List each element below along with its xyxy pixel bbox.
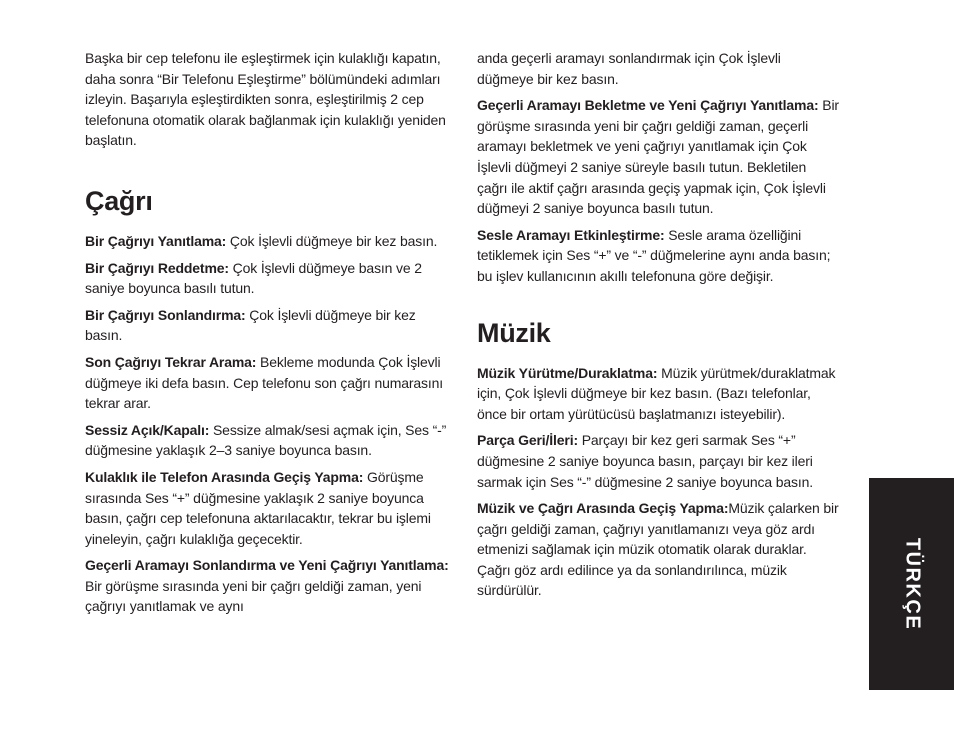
item-text: Bekleme modunda Çok İşlevli düğmeye iki defa basın. Cep telefonu son çağrı numarasını tekrar arar.: [85, 353, 444, 412]
call-item-redial: [85, 352, 450, 414]
intro-paragraph: Başka bir cep telefonu ile eşleştirmek için kulaklığı kapatın, daha sonra “Bir Telefonu Eşleştirme” bölümündeki adımları izleyin. Başarıyla eşleştirdikten sonra, eşleştirilmiş 2 cep telefonuna otomatik olarak bağlanmak için kulaklığı yeniden başlatın.: [85, 50, 446, 149]
music-item-switch-call: [477, 498, 839, 601]
language-tab: [869, 478, 954, 690]
item-text: Çok İşlevli düğmeye basın ve 2 saniye boyunca basılı tutun.: [85, 259, 422, 297]
right-column: [477, 48, 839, 607]
item-text: Görüşme sırasında Ses “+” düğmesine yaklaşık 2 saniye boyunca basın, çağrı cep telefonuna aktarılacaktır, tekrar bu işlemi yineleyin, çağrı kulaklığa geçecektir.: [85, 468, 431, 547]
call-item-answer: [85, 231, 450, 252]
call-item-end-and-answer: [85, 555, 450, 617]
section-heading-call: Çağrı: [85, 185, 153, 216]
item-label: Sessiz Açık/Kapalı:: [85, 421, 210, 438]
call-item-mute: [85, 420, 450, 461]
item-label: Bir Çağrıyı Reddetme:: [85, 259, 229, 276]
item-text: Bir görüşme sırasında yeni bir çağrı geldiği zaman, geçerli aramayı bekletmek ve yeni çağrıyı yanıtlamak için Çok İşlevli düğmeyi 2 saniye süreyle basılı tutun. Bekletilen çağrı ile aktif çağrı arasında geçiş yapmak için, Çok İşlevli düğmeyi 2 saniye boyunca basılı tutun.: [477, 97, 839, 217]
item-label: Bir Çağrıyı Sonlandırma:: [85, 306, 246, 323]
call-item-end: [85, 305, 450, 346]
item-label: Müzik Yürütme/Duraklatma:: [477, 364, 658, 381]
call-item-transfer: [85, 467, 450, 549]
section-heading-music: Müzik: [477, 317, 551, 348]
music-item-play-pause: [477, 363, 839, 425]
call-item-reject: [85, 258, 450, 299]
language-tab-label: TÜRKÇE: [901, 537, 923, 631]
left-column: [85, 48, 450, 623]
call-item-voice-dial: [477, 225, 839, 287]
item-label: Son Çağrıyı Tekrar Arama:: [85, 353, 257, 370]
item-text: Çok İşlevli düğmeye bir kez basın.: [85, 306, 416, 344]
item-label: Sesle Aramayı Etkinleştirme:: [477, 226, 665, 243]
item-text: Sessize almak/sesi açmak için, Ses “-” düğmesine yaklaşık 2–3 saniye boyunca basın.: [85, 421, 447, 459]
item-text: Parçayı bir kez geri sarmak Ses “+” düğmesine 2 saniye boyunca basın, parçayı bir kez ileri sarmak için Ses “-” düğmesine 2 saniye boyunca basın.: [477, 432, 813, 490]
item-label: Parça Geri/İleri:: [477, 432, 578, 449]
item-label: Kulaklık ile Telefon Arasında Geçiş Yapma:: [85, 468, 364, 485]
call-item-hold-and-answer: [477, 95, 839, 219]
item-text: Müzik çalarken bir çağrı geldiği zaman, çağrıyı yanıtlamanızı veya göz ardı etmenizi sağlamak için müzik otomatik olarak duraklar. Çağrı göz ardı edilince ya da sonlandırılınca, müzik sürdürülür.: [477, 500, 839, 599]
item-text: Bir görüşme sırasında yeni bir çağrı geldiği zaman, yeni çağrıyı yanıtlamak ve aynı: [85, 577, 422, 615]
item-text: Müzik yürütmek/duraklatmak için, Çok İşlevli düğmeye bir kez basın. (Bazı telefonlar, önce bir ortam yürütücüsü başlatmanızı isteyebilir).: [477, 364, 836, 422]
continuation-paragraph: anda geçerli aramayı sonlandırmak için Çok İşlevli düğmeye bir kez basın.: [477, 50, 781, 87]
item-text: Çok İşlevli düğmeye bir kez basın.: [226, 232, 438, 249]
item-label: Geçerli Aramayı Sonlandırma ve Yeni Çağrıyı Yanıtlama:: [85, 557, 449, 574]
item-label: Geçerli Aramayı Bekletme ve Yeni Çağrıyı Yanıtlama:: [477, 97, 819, 114]
item-text: Sesle arama özelliğini tetiklemek için Ses “+” ve “-” düğmelerine aynı anda basın; bu işlev kullanıcının akıllı telefonuna göre değişir.: [477, 226, 831, 284]
item-label: Müzik ve Çağrı Arasında Geçiş Yapma:: [477, 500, 729, 517]
music-item-track-skip: [477, 430, 839, 492]
item-label: Bir Çağrıyı Yanıtlama:: [85, 232, 227, 249]
